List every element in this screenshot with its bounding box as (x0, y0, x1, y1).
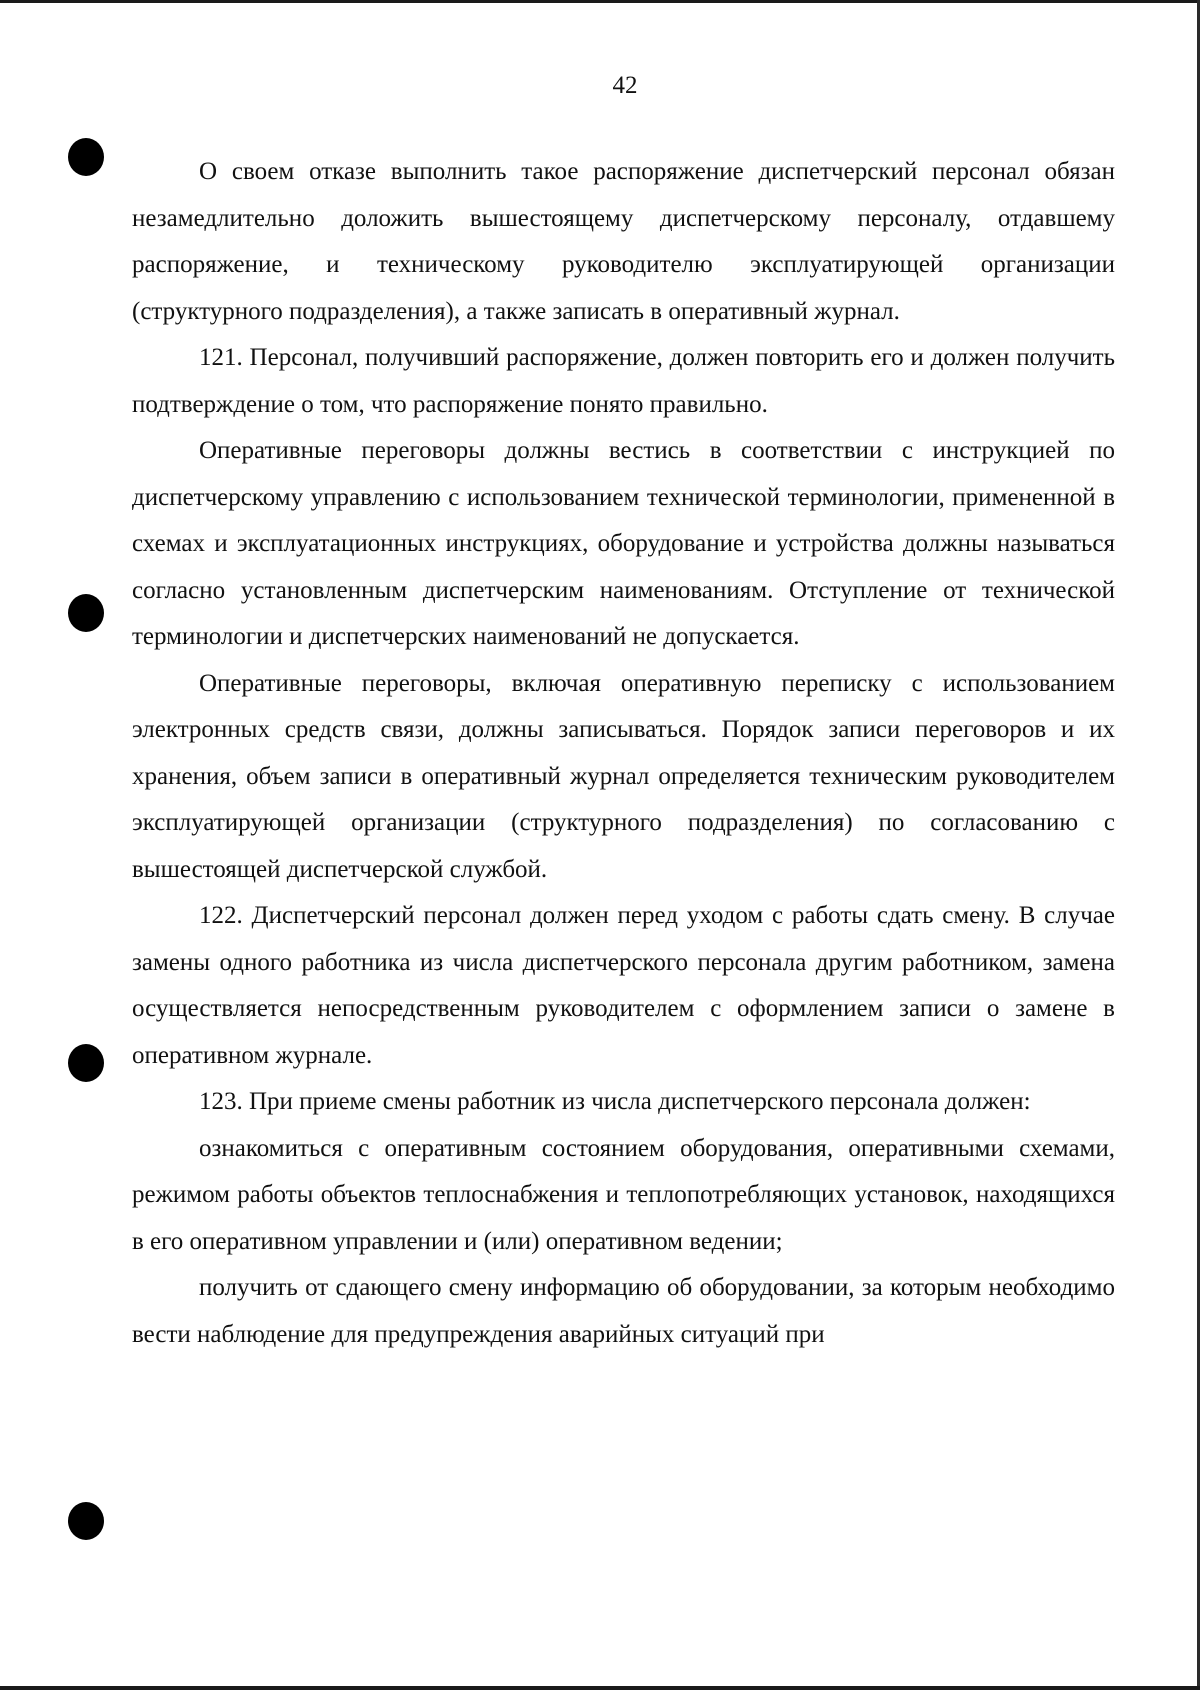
punch-hole-mark (68, 594, 104, 632)
paragraph-123-item-2: получить от сдающего смену информацию об оборудовании, за которым необходимо вести наблюдение для предупреждения аварийных ситуаций при (132, 1274, 1115, 1348)
punch-hole-mark (68, 1502, 104, 1540)
paragraph-talks-recording: Оперативные переговоры, включая оперативную переписку с использованием электронных средств связи, должны записываться. Порядок записи переговоров и их хранения, объем записи в оперативный журнал определяется техническим руководителем эксплуатирующей организации (структурного подразделения) по согласованию с вышестоящей диспетчерской службой. (132, 669, 1115, 883)
scan-edge-bottom (0, 1686, 1200, 1690)
paragraph-121: 121. Персонал, получивший распоряжение, должен повторить его и должен получить подтверждение о том, что распоряжение понято правильно. (132, 344, 1115, 418)
paragraph-123-item-1: ознакомиться с оперативным состоянием оборудования, оперативными схемами, режимом работы объектов теплоснабжения и теплопотребляющих установок, находящихся в его оперативном управлении и (или) оперативном ведении; (132, 1134, 1115, 1255)
paragraph-122: 122. Диспетчерский персонал должен перед уходом с работы сдать смену. В случае замены одного работника из числа диспетчерского персонала другим работником, замена осуществляется непосредственным руководителем с оформлением записи о замене в оперативном журнале. (132, 902, 1115, 1069)
paragraph-refusal-report: О своем отказе выполнить такое распоряжение диспетчерский персонал обязан незамедлительно доложить вышестоящему диспетчерскому персоналу, отдавшему распоряжение, и техническому руководителю эксплуатирующей организации (структурного подразделения), а также записать в оперативный журнал. (132, 158, 1115, 325)
punch-hole-mark (68, 138, 104, 176)
document-body (132, 149, 1115, 1358)
paragraph-123: 123. При приеме смены работник из числа диспетчерского персонала должен: (199, 1088, 1031, 1115)
page-number: 42 (612, 72, 638, 99)
paragraph-operational-talks: Оперативные переговоры должны вестись в соответствии с инструкцией по диспетчерскому управлению с использованием технической терминологии, примененной в схемах и эксплуатационных инструкциях, оборудование и устройства должны называться согласно установленным диспетчерским наименованиям. Отступление от технической терминологии и диспетчерских наименований не допускается. (132, 437, 1115, 650)
punch-hole-mark (68, 1044, 104, 1082)
scan-edge-top (0, 0, 1200, 3)
